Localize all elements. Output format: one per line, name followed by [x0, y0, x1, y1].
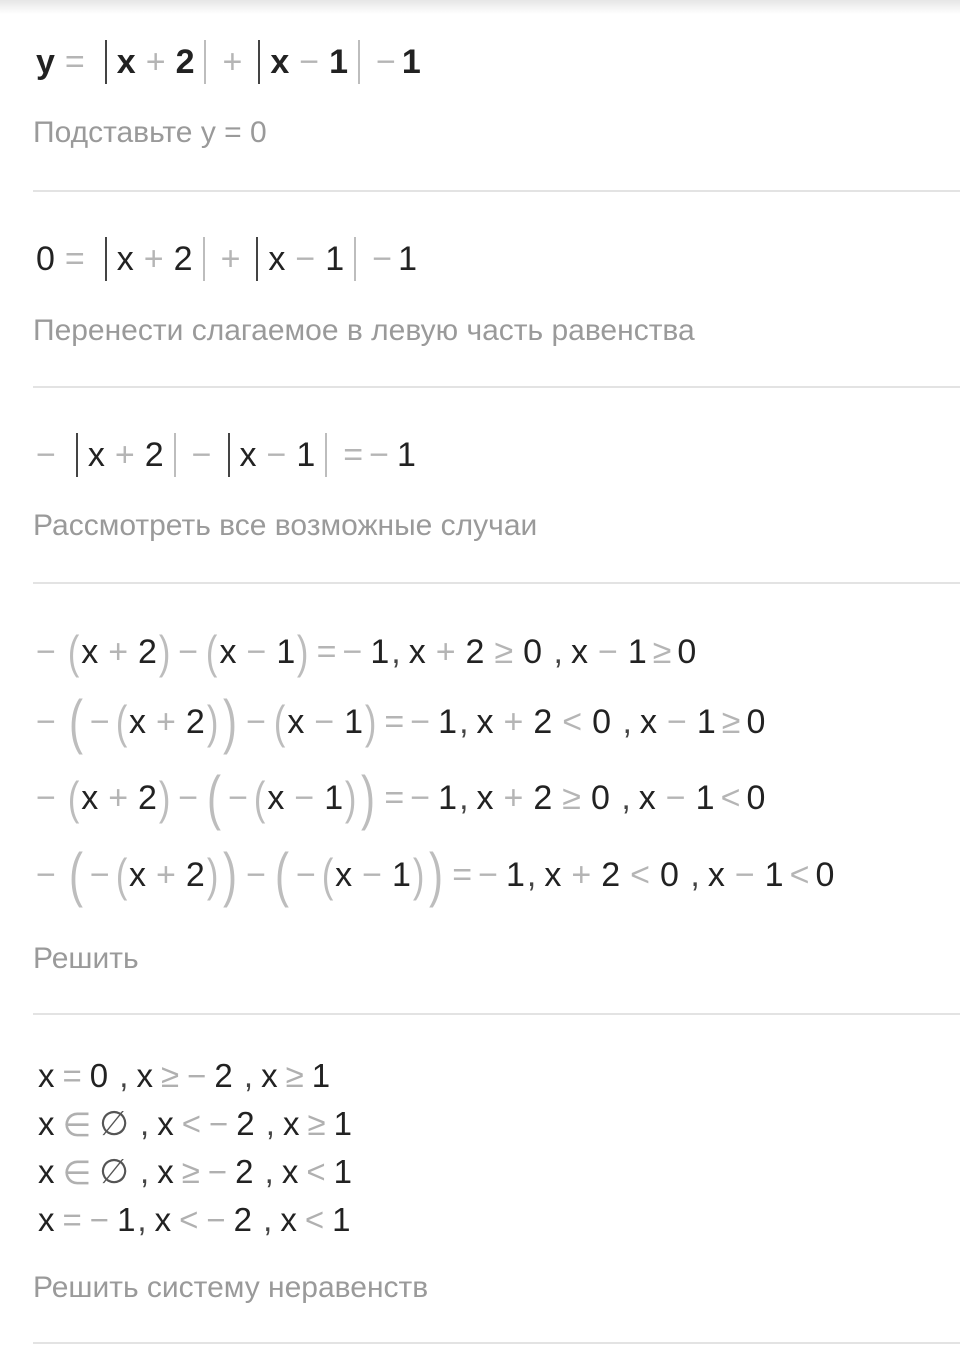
- equation-1: y = x + 2 + x − 1 − 1: [36, 32, 421, 92]
- hint-cases: Рассмотреть все возможные случаи: [33, 509, 538, 542]
- case-line-4: − ( − ( x + 2 ) ) − ( − ( x − 1 ) ) = − 1 , x + 2 < 0 , x − 1 < 0: [36, 841, 835, 908]
- solution-line-4: x = − 1 , x < − 2 , x < 1: [38, 1201, 351, 1238]
- divider: [33, 190, 960, 192]
- hint-substitute: Подставьте y = 0: [33, 116, 267, 149]
- hint-solve: Решить: [33, 942, 139, 975]
- equation-3: − x + 2 − x − 1 = − 1: [36, 425, 416, 485]
- solution-line-3: x ∈ ∅ , x ≥ − 2 , x < 1: [38, 1153, 352, 1191]
- case-line-3: − ( x + 2 ) − ( − ( x − 1 ) ) = − 1 , x + 2 ≥ 0 , x − 1 < 0: [36, 764, 766, 831]
- divider: [33, 1013, 960, 1015]
- solution-line-2: x ∈ ∅ , x < − 2 , x ≥ 1: [38, 1105, 352, 1143]
- solution-line-1: x = 0 , x ≥ − 2 , x ≥ 1: [38, 1057, 331, 1094]
- hint-move-term: Перенести слагаемое в левую часть равенства: [33, 314, 695, 347]
- hint-solve-system: Решить систему неравенств: [33, 1271, 429, 1304]
- divider: [33, 582, 960, 584]
- case-line-2: − ( − ( x + 2 ) ) − ( x − 1 ) = − 1 , x + 2 < 0 , x − 1 ≥ 0: [36, 688, 766, 755]
- divider: [33, 386, 960, 388]
- divider: [33, 1342, 960, 1344]
- top-shadow: [0, 0, 960, 14]
- equation-2: 0 = x + 2 + x − 1 − 1: [36, 229, 417, 289]
- case-line-1: − ( x + 2 ) − ( x − 1 ) = − 1 , x + 2 ≥ 0 , x − 1 ≥ 0: [36, 626, 697, 678]
